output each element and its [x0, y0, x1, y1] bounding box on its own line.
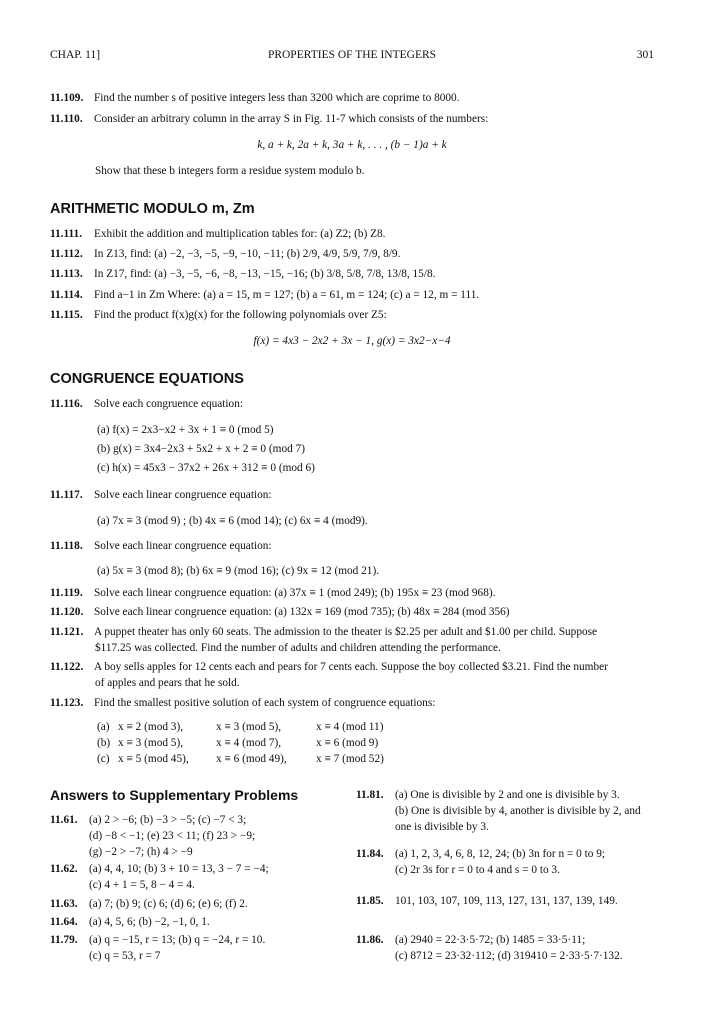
running-title: PROPERTIES OF THE INTEGERS: [267, 49, 437, 61]
problem-text: A puppet theater has only 60 seats. The admission to the theater is $2.25 per adult and $1.00 per child. Suppose: [94, 626, 598, 638]
answer-line: (d) −8 < −1; (e) 23 < 11; (f) 23 > −9;: [89, 830, 256, 842]
page-header: [50, 49, 654, 63]
system-label: (a): [97, 721, 110, 733]
problem-text: Consider an arbitrary column in the array S in Fig. 11-7 which consists of the numbers:: [94, 113, 489, 125]
chapter-label: CHAP. 11]: [50, 49, 101, 61]
answer-line: (a) 4, 5, 6; (b) −2, −1, 0, 1.: [89, 916, 210, 928]
answer-line: (b) One is divisible by 4, another is divisible by 2, and: [395, 805, 641, 817]
problem-number: 11.115.: [50, 309, 83, 321]
system-equation-2: x ≡ 3 (mod 5),: [216, 721, 282, 733]
problem-11-120: [50, 606, 654, 618]
answer-line: (a) 1, 2, 3, 4, 6, 8, 12, 24; (b) 3n for n = 0 to 9;: [395, 848, 606, 860]
problem-text: Solve each linear congruence equation: (a) 37x ≡ 1 (mod 249); (b) 195x ≡ 23 (mod 968).: [94, 587, 496, 599]
polynomial-equation: f(x) = 4x3 − 2x2 + 3x − 1, g(x) = 3x2−x−4: [253, 335, 451, 347]
problem-11-119: [50, 587, 654, 599]
answer-11-86: [356, 932, 654, 964]
problem-11-116: [50, 398, 654, 410]
answer-number: 11.62.: [50, 863, 78, 875]
answer-11-81: [356, 787, 654, 835]
problem-number: 11.120.: [50, 606, 84, 618]
answers-heading: Answers to Supplementary Problems: [50, 787, 299, 803]
problem-11-112: [50, 248, 654, 260]
problem-number: 11.113.: [50, 268, 83, 280]
answer-number: 11.86.: [356, 934, 384, 946]
system-label: (c): [97, 753, 110, 765]
answer-line: (c) 8712 = 23·32·112; (d) 319410 = 2·33·5·7·132.: [395, 950, 623, 962]
answers-section: [50, 787, 654, 977]
equation-part-a: (a) f(x) = 2x3−x2 + 3x + 1 ≡ 0 (mod 5): [97, 424, 274, 436]
problem-number: 11.109.: [50, 92, 84, 104]
answer-line: (a) q = −15, r = 13; (b) q = −24, r = 10.: [89, 934, 266, 946]
system-equation-3: x ≡ 7 (mod 52): [316, 753, 384, 765]
problem-text: Find the product f(x)g(x) for the following polynomials over Z5:: [94, 309, 387, 321]
answer-11-61: [50, 812, 342, 860]
answer-line: (a) One is divisible by 2 and one is divisible by 3.: [395, 789, 620, 801]
answer-number: 11.85.: [356, 895, 384, 907]
problem-number: 11.112.: [50, 248, 83, 260]
sequence-equation: k, a + k, 2a + k, 3a + k, . . . , (b − 1)a + k: [257, 139, 447, 151]
answer-number: 11.81.: [356, 789, 384, 801]
problem-number: 11.118.: [50, 540, 83, 552]
page-number: 301: [636, 49, 654, 61]
problem-text: In Z13, find: (a) −2, −3, −5, −9, −10, −11; (b) 2/9, 4/9, 5/9, 7/9, 8/9.: [94, 248, 401, 260]
problem-number: 11.111.: [50, 228, 83, 240]
answer-11-84: [356, 846, 654, 878]
answer-number: 11.79.: [50, 934, 78, 946]
problem-text: Solve each linear congruence equation:: [94, 489, 272, 501]
problem-number: 11.117.: [50, 489, 83, 501]
problem-11-115: [50, 309, 654, 321]
problem-11-118: [50, 540, 654, 552]
answer-line: (c) q = 53, r = 7: [89, 950, 161, 962]
answer-line: (g) −2 > −7; (h) 4 > −9: [89, 846, 193, 858]
problem-text: Exhibit the addition and multiplication tables for: (a) Z2; (b) Z8.: [94, 228, 386, 240]
problem-statement: Show that these b integers form a residue system modulo b.: [95, 165, 365, 177]
problem-text: Find the smallest positive solution of each system of congruence equations:: [94, 697, 436, 709]
equation-part-b: (b) g(x) = 3x4−2x3 + 5x2 + x + 2 ≡ 0 (mod 7): [97, 443, 305, 455]
problem-text: In Z17, find: (a) −3, −5, −6, −8, −13, −15, −16; (b) 3/8, 5/8, 7/8, 13/8, 15/8.: [94, 268, 436, 280]
system-label: (b): [97, 737, 111, 749]
answer-line: (a) 2940 = 22·3·5·72; (b) 1485 = 33·5·11;: [395, 934, 586, 946]
system-equation-3: x ≡ 4 (mod 11): [316, 721, 384, 733]
answer-11-62: [50, 861, 342, 893]
problem-number: 11.121.: [50, 626, 84, 638]
system-equation-1: x ≡ 5 (mod 45),: [118, 753, 189, 765]
problem-text: Find a−1 in Zm Where: (a) a = 15, m = 127; (b) a = 61, m = 124; (c) a = 12, m = 111.: [94, 289, 480, 301]
problem-number: 11.116.: [50, 398, 83, 410]
problem-number: 11.119.: [50, 587, 83, 599]
answer-line: (a) 2 > −6; (b) −3 > −5; (c) −7 < 3;: [89, 814, 247, 826]
answer-line: one is divisible by 3.: [395, 821, 489, 833]
equation-part-c: (c) h(x) = 45x3 − 37x2 + 26x + 312 ≡ 0 (mod 6): [97, 462, 315, 474]
problem-number: 11.114.: [50, 289, 83, 301]
problem-number: 11.110.: [50, 113, 83, 125]
system-equation-3: x ≡ 6 (mod 9): [316, 737, 379, 749]
problem-11-109: [50, 92, 654, 104]
system-equation-1: x ≡ 3 (mod 5),: [118, 737, 184, 749]
problem-text: Solve each linear congruence equation: (a) 132x ≡ 169 (mod 735); (b) 48x ≡ 284 (mod 356): [94, 606, 510, 618]
problem-11-110: [50, 113, 654, 125]
problem-text: Find the number s of positive integers less than 3200 which are coprime to 8000.: [94, 92, 460, 104]
problem-text: Solve each congruence equation:: [94, 398, 243, 410]
problem-text: Solve each linear congruence equation:: [94, 540, 272, 552]
answer-line: (a) 7; (b) 9; (c) 6; (d) 6; (e) 6; (f) 2.: [89, 898, 248, 910]
answer-line: (a) 4, 4, 10; (b) 3 + 10 = 13, 3 − 7 = −4;: [89, 863, 269, 875]
answer-line: (c) 2r 3s for r = 0 to 4 and s = 0 to 3.: [395, 864, 560, 876]
problem-text: A boy sells apples for 12 cents each and pears for 7 cents each. Suppose the boy collected $3.21. Find the number: [94, 661, 608, 673]
system-equation-1: x ≡ 2 (mod 3),: [118, 721, 184, 733]
problem-number: 11.123.: [50, 697, 84, 709]
answer-number: 11.61.: [50, 814, 78, 826]
problem-11-117: [50, 489, 654, 501]
problem-11-111: [50, 228, 654, 240]
answer-11-85: [356, 893, 654, 909]
answer-number: 11.84.: [356, 848, 384, 860]
problem-number: 11.122.: [50, 661, 84, 673]
section-heading-arithmetic-modulo: ARITHMETIC MODULO m, Zm: [50, 201, 255, 217]
problem-11-114: [50, 289, 654, 301]
problem-11-121: [50, 626, 654, 638]
problem-text-continued: $117.25 was collected. Find the number of adults and children attending the performance.: [95, 642, 501, 654]
problem-text-continued: of apples and pears that he sold.: [95, 677, 240, 689]
problem-11-113: [50, 268, 654, 280]
answer-11-63: [50, 896, 342, 912]
equation-parts: (a) 5x ≡ 3 (mod 8); (b) 6x ≡ 9 (mod 16); (c) 9x ≡ 12 (mod 21).: [97, 565, 380, 577]
equation-parts: (a) 7x ≡ 3 (mod 9) ; (b) 4x ≡ 6 (mod 14); (c) 6x ≡ 4 (mod9).: [97, 515, 368, 527]
answer-number: 11.64.: [50, 916, 78, 928]
system-equation-2: x ≡ 4 (mod 7),: [216, 737, 282, 749]
answer-11-79: [50, 932, 342, 964]
answer-number: 11.63.: [50, 898, 78, 910]
system-equation-2: x ≡ 6 (mod 49),: [216, 753, 287, 765]
problem-11-123: [50, 697, 654, 709]
problem-11-122: [50, 661, 654, 673]
answer-line: 101, 103, 107, 109, 113, 127, 131, 137, 139, 149.: [395, 895, 618, 907]
answer-11-64: [50, 914, 342, 930]
section-heading-congruence-equations: CONGRUENCE EQUATIONS: [50, 371, 244, 387]
answer-line: (c) 4 + 1 = 5, 8 − 4 = 4.: [89, 879, 195, 891]
